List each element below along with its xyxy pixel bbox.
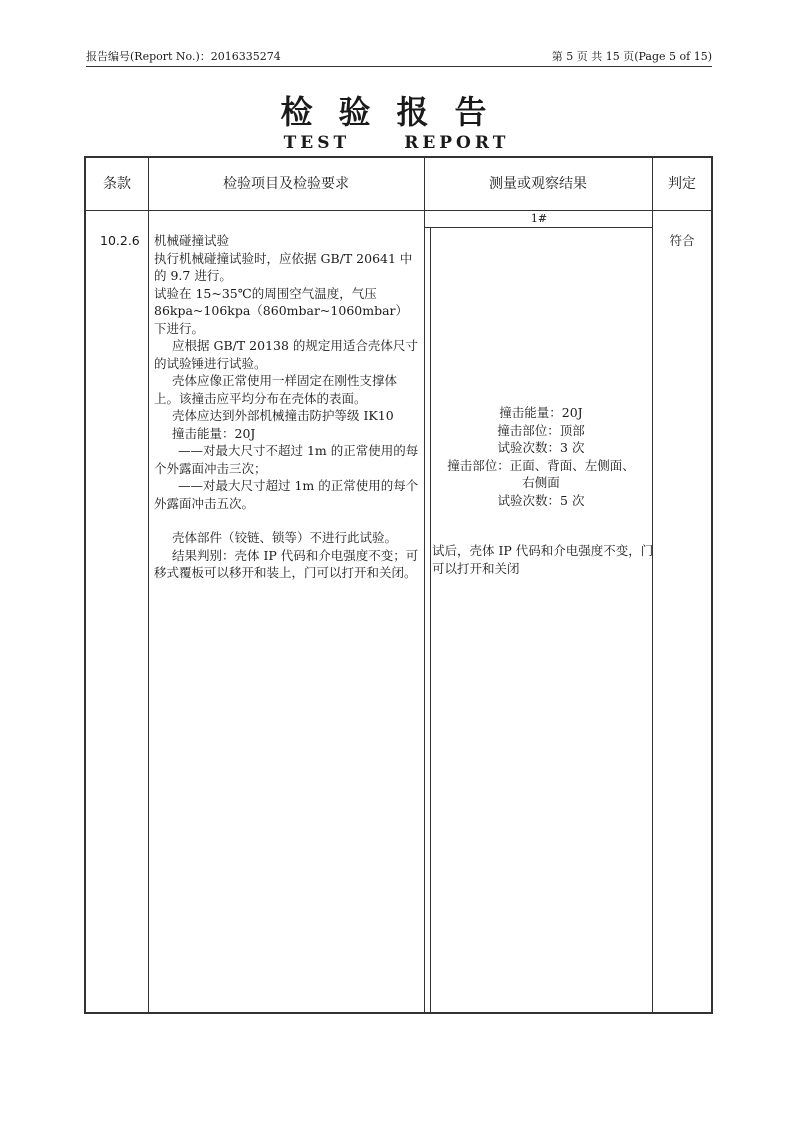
sample-divider	[424, 227, 652, 228]
result-line: 撞击能量：20J	[499, 405, 583, 420]
req-line: 壳体应达到外部机械撞击防护等级 IK10	[172, 408, 394, 423]
col-divider	[148, 158, 149, 1012]
result-line: 右侧面	[522, 475, 560, 490]
req-line: 试验在 15~35℃的周围空气温度，气压 86kpa~106kpa（860mbar~1060mbar）下进行。	[154, 285, 409, 336]
report-header	[86, 48, 712, 67]
title-chinese: 检验报告	[280, 93, 513, 131]
req-line: 机械碰撞试验	[154, 233, 230, 248]
result-conclusion-text: 试后，壳体 IP 代码和介电强度不变，门可以打开和关闭	[432, 543, 654, 576]
req-line: 壳体应像正常使用一样固定在刚性支撑体上。该撞击应平均分布在壳体的表面。	[154, 373, 398, 406]
req-line: 撞击能量：20J	[172, 425, 256, 441]
page-indicator: 第 5 页 共 15 页(Page 5 of 15)	[551, 50, 712, 63]
requirements-text	[154, 232, 420, 582]
req-line: 壳体部件（铰链、锁等）不进行此试验。	[172, 530, 398, 545]
req-line: 应根据 GB/T 20138 的规定用适合壳体尺寸的试验锤进行试验。	[154, 338, 418, 371]
clause-number: 10.2.6	[100, 233, 140, 248]
result-inner-divider	[430, 227, 431, 1012]
result-line: 撞击部位：正面、背面、左侧面、	[447, 457, 635, 473]
sample-label: 1#	[530, 212, 548, 225]
title-english-left: TEST	[283, 133, 351, 153]
req-line: 结果判别：壳体 IP 代码和介电强度不变；可移式覆板可以移开和装上，门可以打开和关闭。	[154, 547, 419, 580]
verdict: 符合	[669, 233, 695, 248]
header-verdict: 判定	[668, 176, 696, 192]
header-result: 测量或观察结果	[489, 176, 587, 192]
result-line: 试验次数：5 次	[497, 492, 585, 508]
title-english	[0, 133, 793, 153]
result-line: 撞击部位：顶部	[497, 422, 585, 438]
results-text	[430, 404, 652, 509]
req-line: 执行机械碰撞试验时，应依据 GB/T 20641 中的 9.7 进行。	[154, 250, 413, 283]
report-table	[84, 156, 713, 1014]
col-divider	[424, 158, 425, 1012]
result-line: 试验次数：3 次	[497, 440, 585, 455]
req-line: ——对最大尺寸超过 1m 的正常使用的每个外露面冲击五次。	[154, 478, 419, 511]
result-conclusion	[432, 542, 654, 577]
req-line: ——对最大尺寸不超过 1m 的正常使用的每个外露面冲击三次；	[154, 443, 419, 476]
header-clause: 条款	[103, 176, 131, 192]
header-item: 检验项目及检验要求	[223, 176, 349, 192]
report-number: 报告编号(Report No.)：2016335274	[86, 50, 281, 63]
col-divider	[652, 158, 653, 1012]
title-english-right: REPORT	[404, 133, 510, 153]
